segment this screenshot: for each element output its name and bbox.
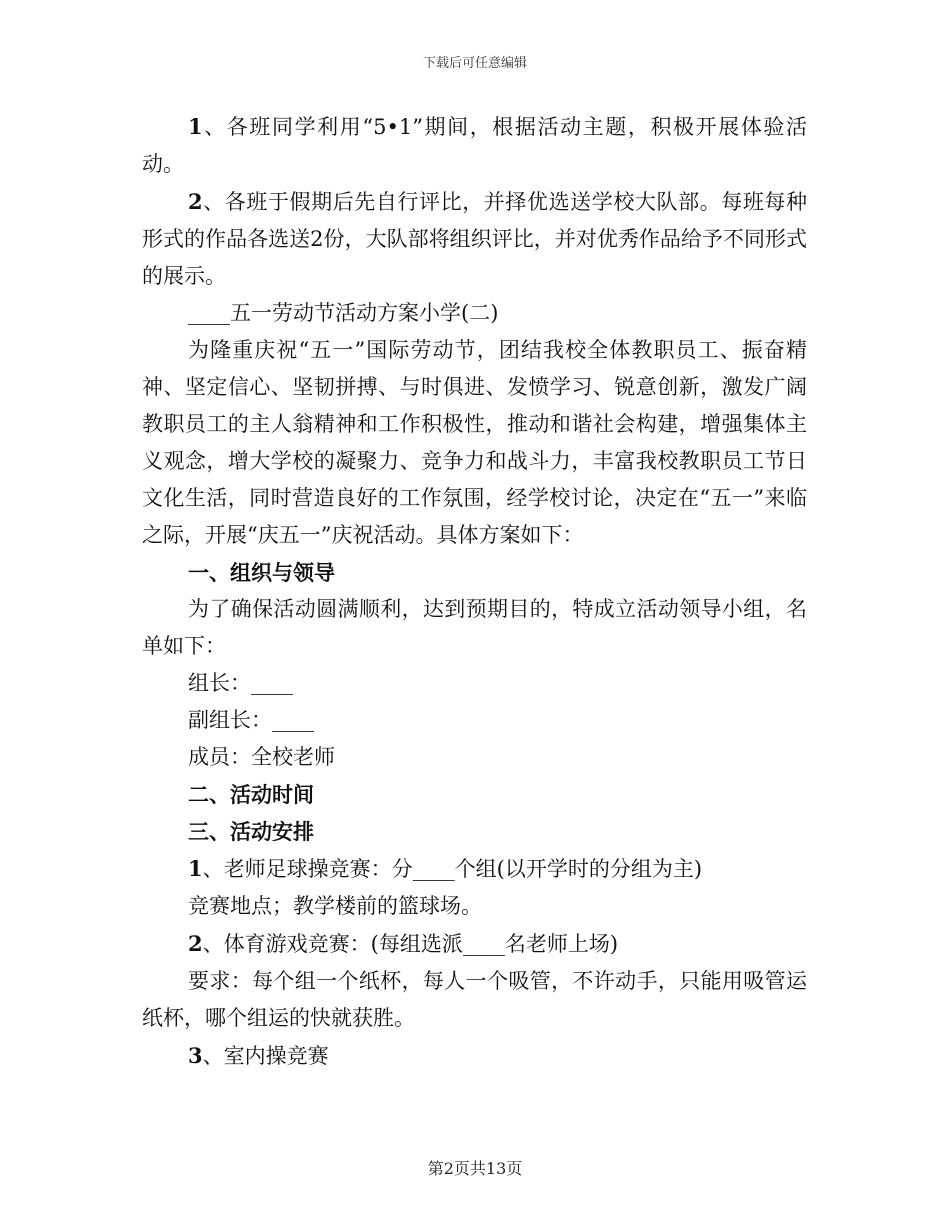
paragraph: 为隆重庆祝“五一”国际劳动节，团结我校全体教职员工、振奋精神、坚定信心、坚韧拼搏、与时俱进、发愤学习、锐意创新，激发广阔教职员工的主人翁精神和工作积极性，推动和谐社会构建，增强集体主义观念，增大学校的凝聚力、竞争力和战斗力，丰富我校教职员工节日文化生活，同时营造良好的工作氛围，经学校讨论，决定在“五一”来临之际，开展“庆五一”庆祝活动。具体方案如下： [142, 338, 807, 547]
paragraph-text: 、室内操竞赛 [202, 1044, 329, 1068]
page-footer: 第2页共13页 [427, 1159, 523, 1178]
heading-arrangement: 三、活动安排 [188, 819, 314, 844]
document-body [142, 108, 807, 1075]
item-number: 2 [188, 189, 203, 214]
section-title: ____五一劳动节活动方案小学(二) [188, 301, 499, 325]
list-item [142, 1037, 807, 1075]
paragraph-text: 、体育游戏竞赛：(每组选派____名老师上场) [202, 932, 619, 956]
list-item [142, 850, 807, 888]
page-header: 下载后可任意编辑 [422, 56, 527, 71]
item-number: 2 [188, 931, 203, 956]
list-item [142, 183, 807, 295]
item-number: 1 [188, 856, 203, 881]
list-item [142, 925, 807, 963]
list-item [142, 108, 807, 183]
leader-line: 组长：____ [188, 671, 293, 695]
heading-organization: 一、组织与领导 [188, 560, 335, 585]
deputy-leader-line: 副组长：____ [188, 708, 314, 732]
paragraph-text: 、各班于假期后先自行评比，并择优选送学校大队部。每班每种形式的作品各选送2份，大队部将组织评比，并对优秀作品给予不同形式的展示。 [142, 190, 807, 288]
item-number: 1 [188, 114, 203, 139]
paragraph-text: 、老师足球操竞赛：分____个组(以开学时的分组为主) [202, 857, 703, 881]
paragraph: 要求：每个组一个纸杯，每人一个吸管，不许动手，只能用吸管运纸杯，哪个组运的快就获胜。 [142, 969, 807, 1030]
members-line: 成员：全校老师 [188, 745, 335, 769]
paragraph: 竞赛地点；教学楼前的篮球场。 [188, 894, 482, 918]
paragraph: 为了确保活动圆满顺利，达到预期目的，特成立活动领导小组，名单如下： [142, 597, 807, 658]
heading-time: 二、活动时间 [188, 782, 314, 807]
item-number: 3 [188, 1043, 203, 1068]
paragraph-text: 、各班同学利用“5•1”期间，根据活动主题，积极开展体验活动。 [142, 115, 807, 176]
